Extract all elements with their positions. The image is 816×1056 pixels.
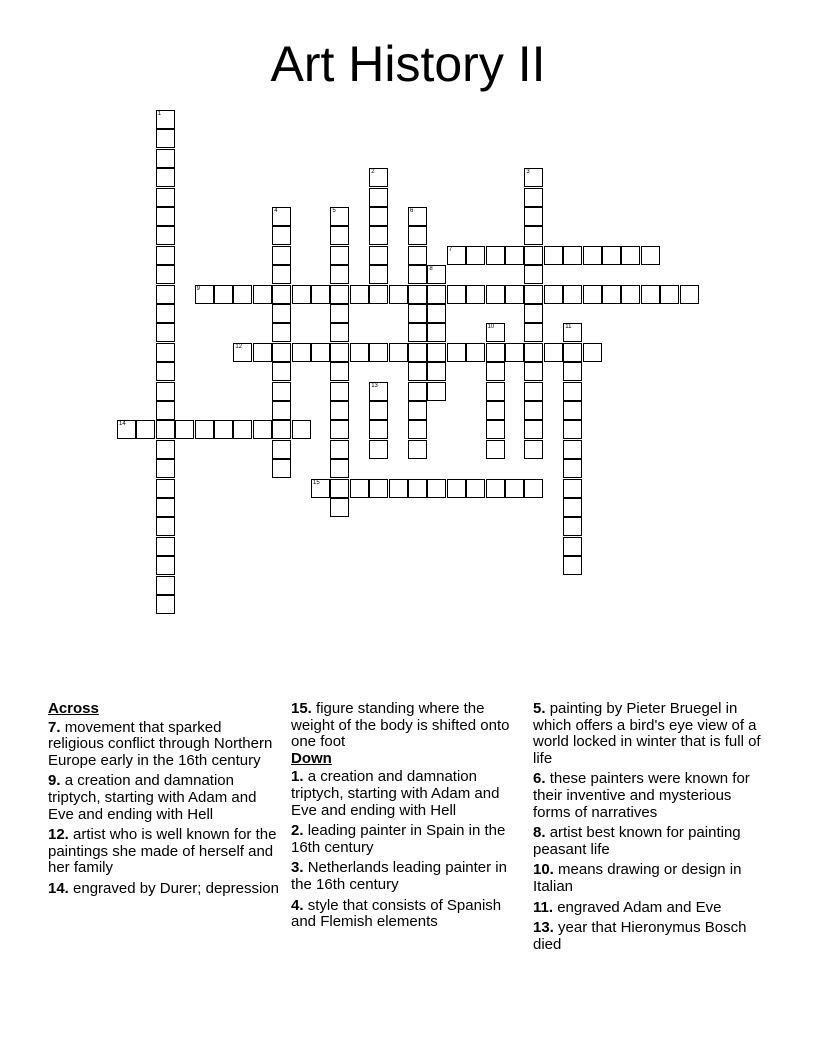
grid-cell[interactable]	[427, 362, 446, 381]
grid-cell[interactable]	[524, 265, 543, 284]
clue-number: 7	[448, 246, 453, 253]
clue-across-12: 12. artist who is well known for the paintings she made of herself and her family	[48, 826, 277, 877]
grid-cell[interactable]	[447, 479, 466, 498]
grid-cell[interactable]	[195, 420, 214, 439]
grid-cell[interactable]	[272, 265, 291, 284]
grid-cell[interactable]	[524, 343, 543, 362]
grid-cell[interactable]	[505, 479, 524, 498]
grid-cell[interactable]	[156, 129, 175, 148]
grid-cell[interactable]	[524, 246, 543, 265]
grid-cell[interactable]	[408, 207, 427, 226]
grid-cell[interactable]	[563, 420, 582, 439]
grid-cell[interactable]	[233, 420, 252, 439]
grid-cell[interactable]	[408, 479, 427, 498]
clue-down-8: 8. artist best known for painting peasant life	[533, 824, 741, 858]
grid-cell[interactable]	[524, 207, 543, 226]
grid-cell[interactable]	[233, 343, 252, 362]
clue-down-11: 11. engraved Adam and Eve	[533, 898, 722, 916]
grid-cell[interactable]	[563, 323, 582, 342]
grid-cell[interactable]	[156, 285, 175, 304]
clue-down-4: 4. style that consists of Spanish and Flemish elements	[291, 896, 502, 931]
grid-cell[interactable]	[292, 343, 311, 362]
clue-across-14: 14. engraved by Durer; depression	[48, 879, 279, 897]
clue-number: 6	[410, 208, 414, 214]
grid-cell[interactable]	[641, 285, 660, 304]
grid-cell[interactable]	[330, 382, 349, 401]
grid-cell[interactable]	[524, 285, 543, 304]
grid-cell[interactable]	[311, 285, 330, 304]
clue-number: 4	[274, 208, 278, 214]
clue-number: 12	[235, 343, 243, 350]
grid-cell[interactable]	[369, 382, 388, 401]
grid-cell[interactable]	[330, 401, 349, 420]
grid-cell[interactable]	[447, 285, 466, 304]
grid-cell[interactable]	[486, 285, 505, 304]
clue-down-10: 10. means drawing or design in Italian	[533, 861, 742, 895]
clue-across-9: 9. a creation and damnation triptych, starting with Adam and Eve and ending with Hell	[48, 772, 257, 823]
grid-cell[interactable]	[389, 285, 408, 304]
grid-cell[interactable]	[563, 479, 582, 498]
grid-cell[interactable]	[330, 246, 349, 265]
grid-cell[interactable]	[311, 479, 330, 498]
clue-down-5: 5. painting by Pieter Bruegel in which offers a bird's eye view of a world locked in winter that is full of life	[533, 700, 761, 767]
grid-cell[interactable]	[486, 420, 505, 439]
grid-cell[interactable]	[214, 285, 233, 304]
clue-number: 10	[487, 324, 495, 331]
grid-cell[interactable]	[524, 382, 543, 401]
grid-cell[interactable]	[486, 246, 505, 265]
grid-cell[interactable]	[156, 207, 175, 226]
grid-cell[interactable]	[330, 420, 349, 439]
grid-cell[interactable]	[486, 323, 505, 342]
grid-cell[interactable]	[330, 226, 349, 245]
grid-cell[interactable]	[330, 498, 349, 517]
grid-cell[interactable]	[563, 401, 582, 420]
grid-cell[interactable]	[563, 517, 582, 536]
grid-cell[interactable]	[427, 265, 446, 284]
grid-cell[interactable]	[524, 168, 543, 187]
grid-cell[interactable]	[292, 420, 311, 439]
grid-cell[interactable]	[330, 362, 349, 381]
grid-cell[interactable]	[156, 537, 175, 556]
clue-number: 1	[157, 111, 162, 117]
grid-cell[interactable]	[156, 362, 175, 381]
grid-cell[interactable]	[214, 420, 233, 439]
clue-down-6: 6. these painters were known for their inventive and mysterious forms of narratives	[533, 770, 750, 821]
grid-cell[interactable]	[486, 440, 505, 459]
grid-cell[interactable]	[563, 440, 582, 459]
grid-cell[interactable]	[156, 595, 175, 614]
grid-cell[interactable]	[660, 285, 679, 304]
grid-cell[interactable]	[156, 188, 175, 207]
grid-cell[interactable]	[563, 246, 582, 265]
grid-cell[interactable]	[136, 420, 155, 439]
grid-cell[interactable]	[408, 440, 427, 459]
grid-cell[interactable]	[156, 110, 175, 129]
grid-cell[interactable]	[389, 479, 408, 498]
grid-cell[interactable]	[466, 479, 485, 498]
grid-cell[interactable]	[544, 246, 563, 265]
clue-number: 5	[332, 208, 336, 214]
grid-cell[interactable]	[350, 343, 369, 362]
grid-cell[interactable]	[369, 285, 388, 304]
grid-cell[interactable]	[292, 285, 311, 304]
grid-cell[interactable]	[350, 285, 369, 304]
grid-cell[interactable]	[369, 343, 388, 362]
grid-cell[interactable]	[486, 401, 505, 420]
clue-number: 11	[565, 324, 572, 331]
grid-cell[interactable]	[427, 343, 446, 362]
grid-cell[interactable]	[156, 440, 175, 459]
grid-cell[interactable]	[544, 285, 563, 304]
grid-cell[interactable]	[466, 343, 485, 362]
grid-cell[interactable]	[486, 343, 505, 362]
grid-cell[interactable]	[156, 556, 175, 575]
grid-cell[interactable]	[524, 323, 543, 342]
grid-cell[interactable]	[408, 226, 427, 245]
grid-cell[interactable]	[524, 479, 543, 498]
grid-cell[interactable]	[175, 420, 194, 439]
grid-cell[interactable]	[369, 479, 388, 498]
grid-cell[interactable]	[369, 188, 388, 207]
grid-cell[interactable]	[524, 304, 543, 323]
grid-cell[interactable]	[524, 401, 543, 420]
grid-cell[interactable]	[156, 246, 175, 265]
grid-cell[interactable]	[156, 304, 175, 323]
grid-cell[interactable]	[272, 401, 291, 420]
grid-cell[interactable]	[621, 285, 640, 304]
grid-cell[interactable]	[427, 479, 446, 498]
grid-cell[interactable]	[156, 168, 175, 187]
grid-cell[interactable]	[330, 207, 349, 226]
grid-cell[interactable]	[524, 420, 543, 439]
grid-cell[interactable]	[447, 343, 466, 362]
grid-cell[interactable]	[524, 226, 543, 245]
grid-cell[interactable]	[408, 420, 427, 439]
grid-cell[interactable]	[272, 323, 291, 342]
grid-cell[interactable]	[369, 246, 388, 265]
grid-cell[interactable]	[330, 285, 349, 304]
clues-column-3	[533, 701, 765, 957]
grid-cell[interactable]	[447, 246, 466, 265]
grid-cell[interactable]	[544, 343, 563, 362]
grid-cell[interactable]	[602, 246, 621, 265]
grid-cell[interactable]	[486, 479, 505, 498]
grid-cell[interactable]	[156, 517, 175, 536]
clue-number: 14	[119, 421, 126, 428]
grid-cell[interactable]	[156, 343, 175, 362]
grid-cell[interactable]	[408, 323, 427, 342]
grid-cell[interactable]	[680, 285, 699, 304]
grid-cell[interactable]	[156, 323, 175, 342]
grid-cell[interactable]	[427, 304, 446, 323]
grid-cell[interactable]	[563, 343, 582, 362]
grid-cell[interactable]	[233, 285, 252, 304]
grid-cell[interactable]	[641, 246, 660, 265]
grid-cell[interactable]	[330, 265, 349, 284]
grid-cell[interactable]	[486, 382, 505, 401]
clue-across-15: 15. figure standing where the weight of the body is shifted onto one foot	[291, 700, 510, 751]
grid-cell[interactable]	[272, 459, 291, 478]
grid-cell[interactable]	[505, 343, 524, 362]
grid-cell[interactable]	[330, 479, 349, 498]
grid-cell[interactable]	[311, 343, 330, 362]
clue-down-3: 3. Netherlands leading painter in the 16th century	[291, 859, 507, 893]
grid-cell[interactable]	[369, 226, 388, 245]
grid-cell[interactable]	[272, 304, 291, 323]
grid-cell[interactable]	[583, 285, 602, 304]
grid-cell[interactable]	[369, 440, 388, 459]
grid-cell[interactable]	[563, 556, 582, 575]
grid-cell[interactable]	[563, 382, 582, 401]
puzzle-title: Art History II	[270, 36, 546, 92]
grid-cell[interactable]	[272, 207, 291, 226]
grid-cell[interactable]	[563, 498, 582, 517]
clue-number: 2	[371, 169, 375, 176]
grid-cell[interactable]	[156, 498, 175, 517]
grid-cell[interactable]	[330, 459, 349, 478]
grid-cell[interactable]	[369, 401, 388, 420]
grid-cell[interactable]	[272, 420, 291, 439]
grid-cell[interactable]	[253, 343, 272, 362]
grid-cell[interactable]	[427, 382, 446, 401]
grid-cell[interactable]	[272, 226, 291, 245]
grid-cell[interactable]	[408, 265, 427, 284]
grid-cell[interactable]	[466, 285, 485, 304]
grid-cell[interactable]	[621, 246, 640, 265]
grid-cell[interactable]	[408, 401, 427, 420]
grid-cell[interactable]	[350, 479, 369, 498]
grid-cell[interactable]	[408, 285, 427, 304]
grid-cell[interactable]	[156, 420, 175, 439]
grid-cell[interactable]	[408, 382, 427, 401]
clue-number: 8	[429, 266, 433, 273]
grid-cell[interactable]	[486, 362, 505, 381]
grid-cell[interactable]	[156, 265, 175, 284]
grid-cell[interactable]	[195, 285, 214, 304]
grid-cell[interactable]	[272, 440, 291, 459]
grid-cell[interactable]	[156, 459, 175, 478]
grid-cell[interactable]	[408, 343, 427, 362]
grid-cell[interactable]	[272, 246, 291, 265]
clue-down-13: 13. year that Hieronymus Bosch died	[533, 919, 747, 953]
grid-cell[interactable]	[369, 168, 388, 187]
grid-cell[interactable]	[117, 420, 136, 439]
grid-cell[interactable]	[408, 246, 427, 265]
grid-cell[interactable]	[156, 149, 175, 168]
grid-cell[interactable]	[156, 382, 175, 401]
clues-column-2	[291, 701, 523, 935]
grid-cell[interactable]	[272, 343, 291, 362]
grid-cell[interactable]	[253, 285, 272, 304]
grid-cell[interactable]	[524, 188, 543, 207]
grid-cell[interactable]	[389, 343, 408, 362]
grid-cell[interactable]	[583, 246, 602, 265]
clue-down-2: 2. leading painter in Spain in the 16th century	[291, 822, 506, 856]
grid-cell[interactable]	[427, 285, 446, 304]
grid-cell[interactable]	[156, 401, 175, 420]
grid-cell[interactable]	[524, 362, 543, 381]
grid-cell[interactable]	[524, 440, 543, 459]
grid-cell[interactable]	[369, 420, 388, 439]
across-heading: Across	[48, 700, 99, 717]
grid-cell[interactable]	[156, 226, 175, 245]
clue-number: 9	[196, 285, 200, 292]
down-heading: Down	[291, 749, 332, 767]
grid-cell[interactable]	[369, 207, 388, 226]
clue-number: 3	[526, 169, 530, 176]
clues-column-1	[48, 701, 280, 902]
grid-cell[interactable]	[253, 420, 272, 439]
grid-cell[interactable]	[583, 343, 602, 362]
grid-cell[interactable]	[563, 537, 582, 556]
grid-cell[interactable]	[156, 479, 175, 498]
grid-cell[interactable]	[563, 459, 582, 478]
grid-cell[interactable]	[505, 246, 524, 265]
grid-cell[interactable]	[272, 362, 291, 381]
grid-cell[interactable]	[427, 323, 446, 342]
grid-cell[interactable]	[505, 285, 524, 304]
grid-cell[interactable]	[330, 323, 349, 342]
grid-cell[interactable]	[330, 343, 349, 362]
grid-cell[interactable]	[602, 285, 621, 304]
grid-cell[interactable]	[563, 362, 582, 381]
grid-cell[interactable]	[272, 285, 291, 304]
grid-cell[interactable]	[408, 304, 427, 323]
grid-cell[interactable]	[272, 382, 291, 401]
grid-cell[interactable]	[369, 265, 388, 284]
grid-cell[interactable]	[408, 362, 427, 381]
grid-cell[interactable]	[330, 304, 349, 323]
grid-cell[interactable]	[563, 285, 582, 304]
clue-down-1: 1. a creation and damnation triptych, starting with Adam and Eve and ending with Hell	[291, 768, 500, 819]
clue-across-7: 7. movement that sparked religious conflict through Northern Europe early in the 16th century	[48, 718, 273, 769]
grid-cell[interactable]	[466, 246, 485, 265]
clue-number: 13	[371, 382, 378, 389]
grid-cell[interactable]	[156, 576, 175, 595]
clue-number: 15	[313, 479, 320, 486]
grid-cell[interactable]	[330, 440, 349, 459]
